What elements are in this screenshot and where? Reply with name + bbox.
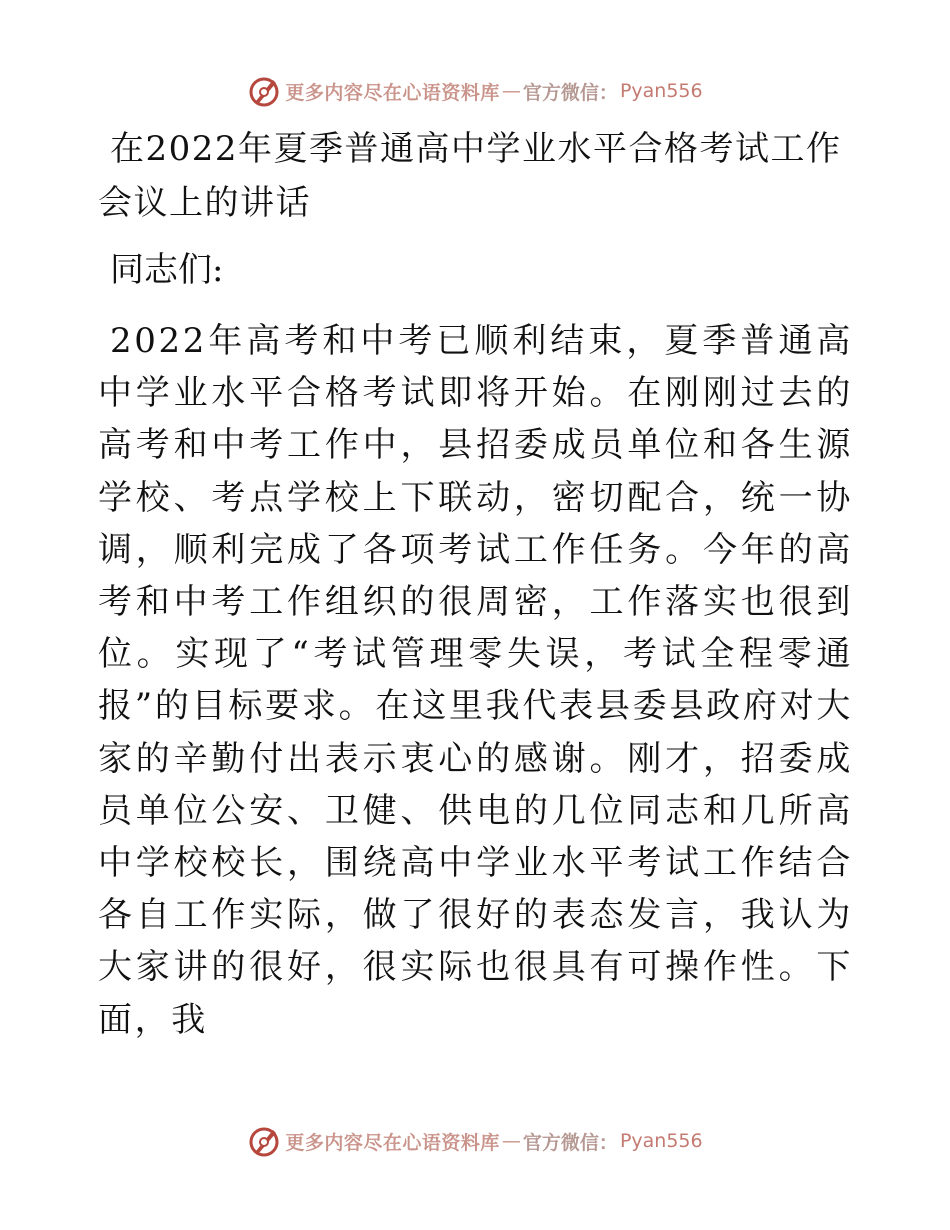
- watermark-text: 更多内容尽在心语资料库: [285, 81, 500, 104]
- body-paragraph: 2022年高考和中考已顺利结束，夏季普通高中学业水平合格考试即将开始。在刚刚过去的高考和中考工作中，县招委成员单位和各生源学校、考点学校上下联动，密切配合，统一协调，顺利完成了各项考试工作任务。今年的高考和中考工作组织的很周密，工作落实也很到位。实现了“考试管理零失误，考试全程零通报”的目标要求。在这里我代表县委县政府对大家的辛勤付出表示衷心的感谢。刚才，招委成员单位公安、卫健、供电的几位同志和几所高中学校校长，围绕高中学业水平考试工作结合各自工作实际，做了很好的表态发言，我认为大家讲的很好，很实际也很具有可操作性。下面，我: [98, 321, 853, 1040]
- quill-logo-icon: [247, 1124, 281, 1158]
- salutation: 同志们:: [110, 250, 224, 290]
- watermark-text: 更多内容尽在心语资料库: [285, 1131, 500, 1154]
- watermark-wechat-id: Pyan556: [619, 80, 703, 102]
- watermark-wechat-id: Pyan556: [619, 1130, 703, 1152]
- watermark-wechat-label: 官方微信：: [522, 81, 618, 104]
- watermark-dash: —: [501, 80, 521, 102]
- header-watermark: [0, 71, 950, 111]
- watermark-dash: —: [501, 1130, 521, 1152]
- quill-logo-icon: [247, 74, 281, 108]
- watermark-wechat-label: 官方微信：: [522, 1131, 618, 1154]
- document-title: 在2022年夏季普通高中学业水平合格考试工作会议上的讲话: [98, 129, 842, 223]
- footer-watermark: [0, 1121, 950, 1161]
- document-body: [98, 122, 853, 1046]
